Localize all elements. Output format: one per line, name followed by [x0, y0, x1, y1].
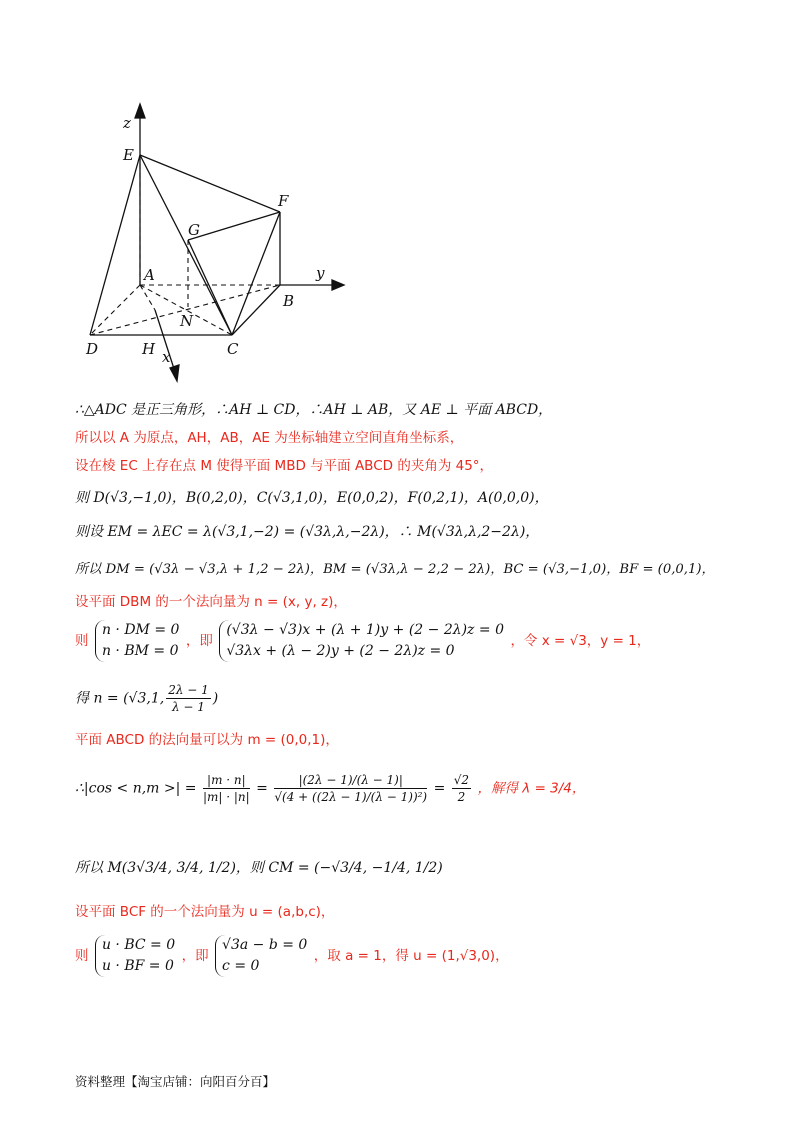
line-2: 所以以 A 为原点，AH，AB，AE 为坐标轴建立空间直角坐标系，: [75, 430, 464, 446]
label-G: G: [188, 221, 200, 239]
system-1: n · DM = 0 n · BM = 0: [95, 620, 179, 662]
label-A: A: [144, 266, 155, 284]
label-C: C: [227, 340, 239, 358]
label-y: y: [316, 264, 325, 282]
line-9: 得 n = (√3,1, $\frac{2\lambda - 1}{\lambda - 1}$ ): [75, 683, 219, 714]
y-arrow: [332, 280, 344, 290]
x-arrow: [170, 365, 179, 381]
line-14: 则 u · BC = 0 u · BF = 0 ，即 √3a − b = 0 c = 0 ，取 a = 1，得 u = (1,√3,0)，: [75, 935, 509, 977]
system-4: √3a − b = 0 c = 0: [215, 935, 307, 977]
label-H: H: [142, 340, 156, 358]
label-D: D: [86, 340, 99, 358]
line-5: 则设 EM = λEC = λ(√3,1,−2) = (√3λ,λ,−2λ)，∴ M(√3λ,λ,2−2λ)，: [75, 524, 540, 540]
label-F: F: [278, 192, 289, 210]
line-12: 所以 M(3√3/4, 3/4, 1/2)，则 CM = (−√3/4, −1/4, 1/2): [75, 860, 443, 876]
label-N: N: [180, 312, 194, 330]
line-13: 设平面 BCF 的一个法向量为 u = (a,b,c)，: [75, 904, 335, 920]
z-arrow: [135, 104, 145, 118]
label-z: z: [123, 114, 131, 132]
line-10: 平面 ABCD 的法向量可以为 m = (0,0,1)，: [75, 732, 339, 748]
line-6: 所以 DM = (√3λ − √3,λ + 1,2 − 2λ)，BM = (√3λ,λ − 2,2 − 2λ)，BC = (√3,−1,0)，BF = (0,0,1)，: [75, 562, 715, 577]
label-B: B: [283, 292, 295, 310]
line-7: 设平面 DBM 的一个法向量为 n = (x, y, z)，: [75, 594, 347, 610]
system-2: (√3λ − √3)x + (λ + 1)y + (2 − 2λ)z = 0 √3λx + (λ − 2)y + (2 − 2λ)z = 0: [219, 620, 504, 662]
line-8: 则 n · DM = 0 n · BM = 0 ，即 (√3λ − √3)x + (λ + 1)y + (2 − 2λ)z = 0 √3λx + (λ − 2)y + (2 − 2λ)z = 0 ，令 x = √3，y = 1，: [75, 620, 650, 662]
label-E: E: [123, 146, 134, 164]
line-11: ∴|cos < n,m >| = $\frac{|m \cdot n|}{|m| \cdot |n|}$ = $\frac{|(2\lambda - 1)/(\lambda - 1)|}{\text{√(4 + ((2λ − 1)/(λ − 1))²)}}$ = $\frac{√2}{2}$ ，解得 λ = 3/4，: [75, 773, 586, 804]
line-1: ∴△ADC 是正三角形，∴AH ⊥ CD，∴AH ⊥ AB，又 AE ⊥ 平面 ABCD，: [75, 402, 553, 418]
line-3: 设在棱 EC 上存在点 M 使得平面 MBD 与平面 ABCD 的夹角为 45°，: [75, 458, 494, 474]
system-3: u · BC = 0 u · BF = 0: [95, 935, 175, 977]
footer-source: 资料整理【淘宝店铺：向阳百分百】: [75, 1074, 276, 1089]
label-x: x: [162, 348, 171, 366]
geometry-figure: [80, 100, 360, 390]
line-4: 则 D(√3,−1,0)，B(0,2,0)，C(√3,1,0)，E(0,0,2)，F(0,2,1)，A(0,0,0)，: [75, 490, 549, 506]
